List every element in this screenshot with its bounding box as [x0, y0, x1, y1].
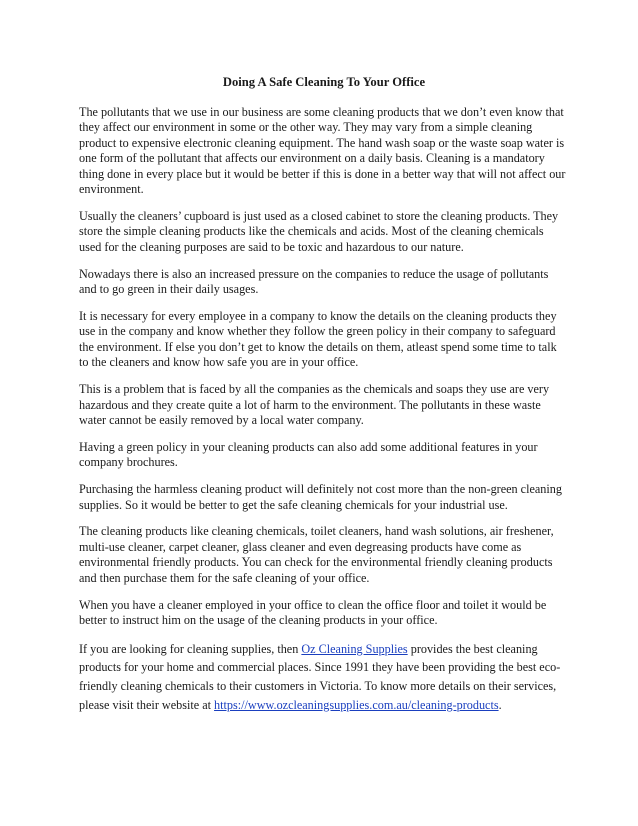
supplier-text-body: provides the best cleaning products for your home and commercial places. Since 1991 they have been providing the best eco-friendly cleaning chemicals to their customers in Victoria. To know more details on their services, please visit their website at: [79, 641, 561, 712]
paragraph-problem: This is a problem that is faced by all the companies as the chemicals and soaps they use are very hazardous and they create quite a lot of harm to the environment. The pollutants in these waste water cannot be easily removed by a local water company.: [79, 382, 550, 427]
document-title: Doing A Safe Cleaning To Your Office: [222, 75, 426, 89]
paragraph-purchasing: Purchasing the harmless cleaning product will definitely not cost more than the non-green cleaning supplies. So it would be better to get the safe cleaning chemicals for your industrial use.: [79, 482, 562, 512]
paragraph-cleaner-employed: When you have a cleaner employed in your office to clean the office floor and toilet it would be better to instruct him on the usage of the cleaning products in your office.: [79, 597, 547, 627]
paragraph-pollutants: The pollutants that we use in our business are some cleaning products that we don’t even know that they affect our environment in some or the other way. They may vary from a simple cleaning product to expensive electronic cleaning equipment. The hand wash soap or the waste soap water is one form of the pollutant that affects our environment on a daily basis. Cleaning is a mandatory thing done in every place but it would be better if this is done in a better way that will not affect our environment.: [79, 105, 566, 197]
supplier-text-end: .: [498, 697, 502, 712]
website-url-link[interactable]: https://www.ozcleaningsupplies.com.au/cleaning-products: [214, 697, 499, 712]
oz-cleaning-supplies-link[interactable]: Oz Cleaning Supplies: [301, 641, 408, 656]
paragraph-green-policy: Having a green policy in your cleaning products can also add some additional features in your company brochures.: [79, 439, 538, 470]
paragraph-cupboard: Usually the cleaners’ cupboard is just used as a closed cabinet to store the cleaning products. They store the simple cleaning products like the chemicals and acids. Most of the cleaning chemicals used for the cleaning purposes are said to be toxic and hazardous to our nature.: [79, 208, 559, 254]
paragraph-products: The cleaning products like cleaning chemicals, toilet cleaners, hand wash solutions, air freshener, multi-use cleaner, carpet cleaner, glass cleaner and even degreasing products have come as environmental friendly products. You can check for the environmental friendly cleaning products and then purchase them for the safe cleaning of your office.: [79, 524, 554, 585]
paragraph-employee: It is necessary for every employee in a company to know the details on the cleaning products they use in the company and know whether they follow the green policy in their company to safeguard the environment. If else you don’t get to know the details on them, atleast spend some time to talk to the cleaners and know how safe you are in your office.: [79, 308, 557, 370]
paragraph-supplier: [79, 640, 569, 714]
paragraph-pressure: Nowadays there is also an increased pressure on the companies to reduce the usage of pollutants and to go green in their daily usages.: [79, 266, 549, 297]
supplier-text-intro: If you are looking for cleaning supplies, then: [79, 641, 302, 656]
